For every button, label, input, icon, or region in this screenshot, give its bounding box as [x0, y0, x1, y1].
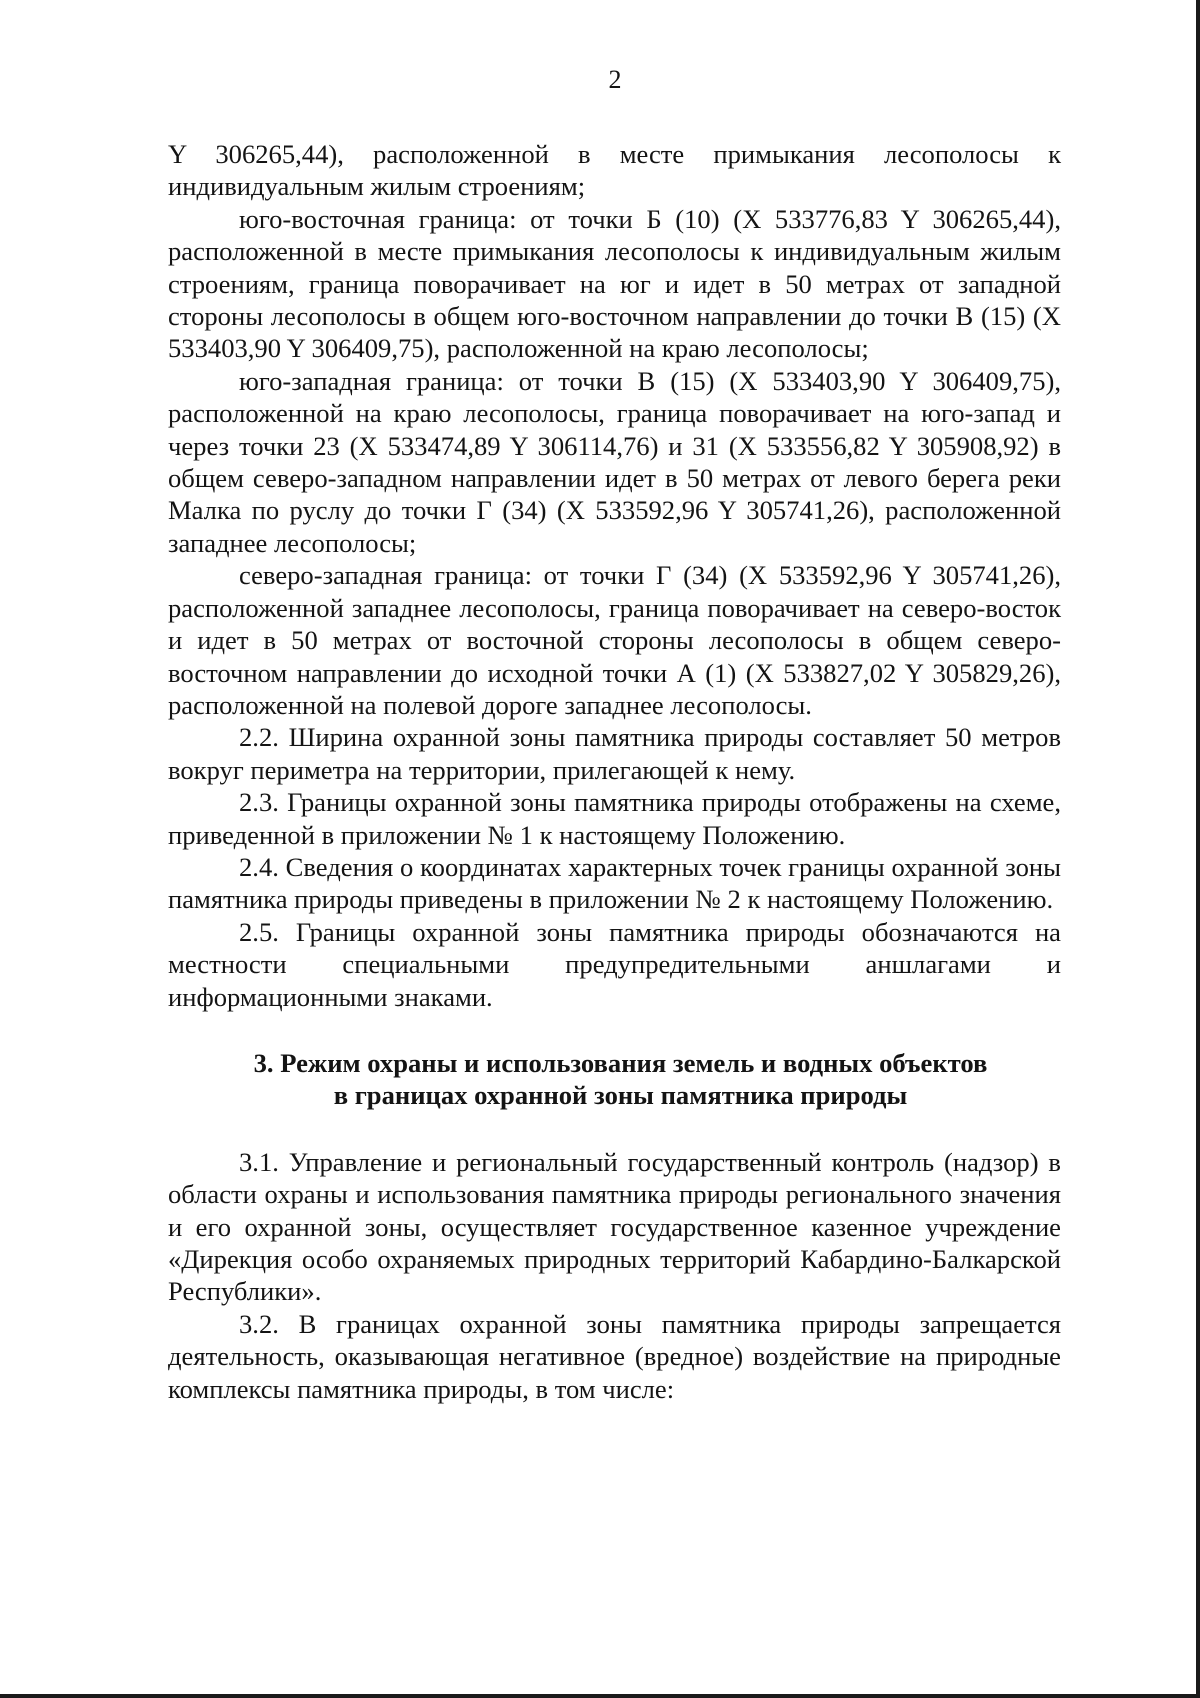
paragraph-2-3: 2.3. Границы охранной зоны памятника природы отображены на схеме, приведенной в приложении № 1 к настоящему Положению. — [168, 787, 1061, 850]
scan-edge-bottom — [0, 1694, 1200, 1698]
paragraph-northwest-boundary: северо-западная граница: от точки Г (34) (X 533592,96 Y 305741,26), расположенной западнее лесополосы, граница поворачивает на северо-восток и идет в 50 метрах от восточной стороны лесополосы в общем северо-восточном направлении до исходной точки А (1) (X 533827,02 Y 305829,26), расположенной на полевой дороге западнее лесополосы. — [168, 560, 1061, 720]
paragraph-2-4: 2.4. Сведения о координатах характерных точек границы охранной зоны памятника природы приведены в приложении № 2 к настоящему Положению. — [168, 851, 1061, 915]
section-3-heading — [168, 1047, 1061, 1112]
page-number: 2 — [608, 65, 622, 94]
scan-edge-right — [1196, 0, 1200, 1698]
section-heading-line-1: 3. Режим охраны и использования земель и водных объектов — [253, 1047, 988, 1078]
section-heading-line-2: в границах охранной зоны памятника природы — [333, 1080, 908, 1111]
paragraph-southwest-boundary: юго-западная граница: от точки В (15) (X 533403,90 Y 306409,75), расположенной на краю лесополосы, граница поворачивает на юго-запад и через точки 23 (X 533474,89 Y 306114,76) и 31 (X 533556,82 Y 305908,92) в общем северо-западном направлении идет в 50 метрах от левого берега реки Малка по руслу до точки Г (34) (X 533592,96 Y 305741,26), расположенной западнее лесополосы; — [168, 365, 1061, 558]
paragraph-continuation: Y 306265,44), расположенной в месте примыкания лесополосы к индивидуальным жилым строениям; — [168, 139, 1061, 202]
paragraph-southeast-boundary: юго-восточная граница: от точки Б (10) (X 533776,83 Y 306265,44), расположенной в месте примыкания лесополосы к индивидуальным жилым строениям, граница поворачивает на юг и идет в 50 метрах от западной стороны лесополосы в общем юго-восточном направлении до точки В (15) (X 533403,90 Y 306409,75), расположенной на краю лесополосы; — [168, 203, 1061, 364]
paragraph-3-2: 3.2. В границах охранной зоны памятника природы запрещается деятельность, оказывающая негативное (вредное) воздействие на природные комплексы памятника природы, в том числе: — [168, 1308, 1061, 1404]
paragraph-3-1: 3.1. Управление и региональный государственный контроль (надзор) в области охраны и использования памятника природы регионального значения и его охранной зоны, осуществляет государственное казенное учреждение «Дирекция особо охраняемых природных территорий Кабардино-Балкарской Республики». — [168, 1146, 1061, 1307]
paragraph-2-2: 2.2. Ширина охранной зоны памятника природы составляет 50 метров вокруг периметра на территории, прилегающей к нему. — [168, 722, 1061, 785]
paragraph-2-5: 2.5. Границы охранной зоны памятника природы обозначаются на местности специальными предупредительными аншлагами и информационными знаками. — [168, 916, 1061, 1012]
document-body — [168, 138, 1061, 1405]
